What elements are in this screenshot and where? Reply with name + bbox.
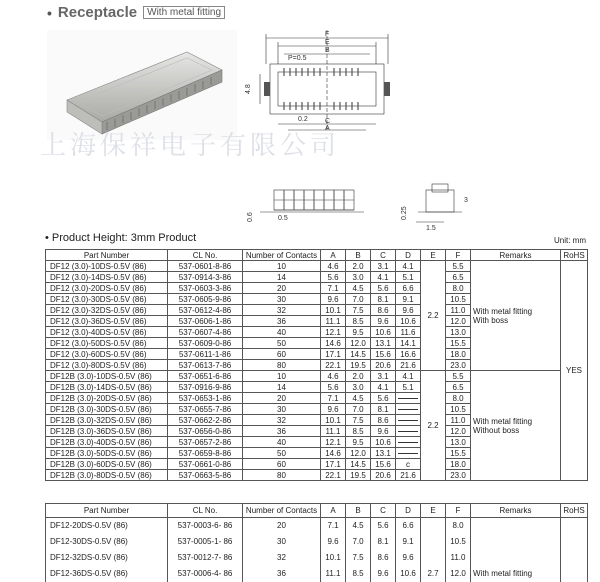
side-view-drawing	[244, 178, 374, 230]
part-number-cell: DF12-20DS-0.5V (86)	[46, 518, 168, 535]
remark-line: With metal fitting	[473, 416, 533, 426]
cl-number-cell: 537-0601-8-86	[168, 261, 243, 272]
end-view-drawing	[396, 176, 476, 232]
dim-f-cell: 5.5	[446, 371, 471, 382]
dim-f-cell: 5.5	[446, 261, 471, 272]
dim-a-cell: 9.6	[321, 294, 346, 305]
part-number-cell: DF12 (3.0)-10DS-0.5V (86)	[46, 261, 168, 272]
dim-b-cell: 3.0	[346, 382, 371, 393]
dim-d-cell	[396, 448, 421, 459]
section-header	[47, 4, 225, 21]
part-number-cell: DF12 (3.0)-80DS-0.5V (86)	[46, 360, 168, 371]
cl-number-cell: 537-0663-5-86	[168, 470, 243, 481]
dim-f-cell: 13.0	[446, 437, 471, 448]
dim-b-cell: 4.5	[346, 393, 371, 404]
dim-c-cell: 8.1	[371, 294, 396, 305]
dim-d-cell: 11.6	[396, 327, 421, 338]
contacts-cell: 30	[243, 534, 321, 550]
dim-c-cell: 5.6	[371, 518, 396, 535]
remark-line: With boss	[473, 315, 509, 325]
dim-0.2: 0.2	[298, 116, 308, 123]
dim-a-cell: 5.6	[321, 272, 346, 283]
dim-d-cell: 14.1	[396, 338, 421, 349]
contacts-cell: 32	[243, 305, 321, 316]
dim-a-cell: 5.6	[321, 382, 346, 393]
dim-d-cell: 21.6	[396, 360, 421, 371]
part-number-cell: DF12B (3.0)-32DS-0.5V (86)	[46, 415, 168, 426]
dim-a-cell: 11.1	[321, 316, 346, 327]
column-header: Remarks	[471, 504, 561, 518]
dim-a-cell: 7.1	[321, 283, 346, 294]
dim-c-cell: 8.6	[371, 415, 396, 426]
dim-d-cell	[396, 426, 421, 437]
contacts-cell: 80	[243, 470, 321, 481]
contacts-cell: 30	[243, 294, 321, 305]
part-number-cell: DF12 (3.0)-20DS-0.5V (86)	[46, 283, 168, 294]
dim-f-cell: 23.0	[446, 360, 471, 371]
table-row	[46, 534, 588, 550]
dim-f-cell: 6.5	[446, 272, 471, 283]
remark-line: With metal fitting	[473, 306, 533, 316]
dim-a-cell: 14.6	[321, 448, 346, 459]
dim-c-cell: 20.6	[371, 470, 396, 481]
dim-d-cell: 4.1	[396, 261, 421, 272]
dim-b-cell: 14.5	[346, 459, 371, 470]
part-number-cell: DF12 (3.0)-40DS-0.5V (86)	[46, 327, 168, 338]
dash	[398, 409, 418, 410]
part-number-cell: DF12 (3.0)-32DS-0.5V (86)	[46, 305, 168, 316]
column-header: E	[421, 250, 446, 261]
part-number-cell: DF12B (3.0)-80DS-0.5V (86)	[46, 470, 168, 481]
dim-F: F	[325, 31, 330, 38]
dim-b-cell: 8.5	[346, 316, 371, 327]
dim-0.5: 0.5	[278, 215, 288, 222]
dim-f-cell: 10.5	[446, 534, 471, 550]
cl-number-cell: 537-0655-7-86	[168, 404, 243, 415]
column-header: E	[421, 504, 446, 518]
dim-f-cell: 8.0	[446, 518, 471, 535]
dim-b-cell: 12.0	[346, 338, 371, 349]
table-row	[46, 371, 588, 382]
dim-b-cell: 2.0	[346, 371, 371, 382]
dim-b-cell: 14.5	[346, 349, 371, 360]
dim-f-cell: 18.0	[446, 349, 471, 360]
dim-c-cell: 4.1	[371, 382, 396, 393]
dim-f-cell: 6.5	[446, 382, 471, 393]
page-title: Receptacle	[57, 4, 138, 21]
dim-b-cell: 4.5	[346, 518, 371, 535]
dim-a-cell: 14.6	[321, 338, 346, 349]
part-number-cell: DF12 (3.0)-50DS-0.5V (86)	[46, 338, 168, 349]
dim-a-cell: 17.1	[321, 349, 346, 360]
cl-number-cell: 537-0657-2-86	[168, 437, 243, 448]
dim-b-cell: 7.0	[346, 294, 371, 305]
dim-a-cell: 10.1	[321, 550, 346, 566]
cl-number-cell: 537-0916-9-86	[168, 382, 243, 393]
dim-d-cell: 9.1	[396, 294, 421, 305]
dim-b-cell: 7.0	[346, 534, 371, 550]
dim-c-cell: 15.6	[371, 349, 396, 360]
part-number-cell: DF12B (3.0)-10DS-0.5V (86)	[46, 371, 168, 382]
cl-number-cell: 537-0612-4-86	[168, 305, 243, 316]
contacts-cell: 40	[243, 437, 321, 448]
dim-d-cell: c	[396, 459, 421, 470]
dim-a-cell: 17.1	[321, 459, 346, 470]
dim-c-cell: 8.1	[371, 534, 396, 550]
dim-b-cell: 3.0	[346, 272, 371, 283]
dim-f-cell: 8.0	[446, 283, 471, 294]
dim-d-cell: 10.6	[396, 316, 421, 327]
dim-c-cell: 5.6	[371, 393, 396, 404]
dim-b-cell: 9.5	[346, 327, 371, 338]
cl-number-cell: 537-0005-1- 86	[168, 534, 243, 550]
cl-number-cell: 537-0609-0-86	[168, 338, 243, 349]
contacts-cell: 20	[243, 393, 321, 404]
rohs-cell	[561, 566, 588, 582]
part-number-cell: DF12-32DS-0.5V (86)	[46, 550, 168, 566]
dim-f-cell: 15.5	[446, 448, 471, 459]
top-view-drawing	[238, 24, 418, 134]
contacts-cell: 14	[243, 272, 321, 283]
dim-A: A	[325, 125, 330, 132]
dim-b-cell: 7.5	[346, 305, 371, 316]
dim-e-cell	[421, 550, 446, 566]
contacts-cell: 10	[243, 371, 321, 382]
dim-b-cell: 7.0	[346, 404, 371, 415]
dim-a-cell: 10.1	[321, 305, 346, 316]
column-header: D	[396, 504, 421, 518]
dim-b-cell: 2.0	[346, 261, 371, 272]
remarks-cell	[471, 518, 561, 535]
bullet: •	[45, 232, 49, 244]
dim-C: C	[325, 118, 331, 125]
dim-f-cell: 15.5	[446, 338, 471, 349]
column-header: Part Number	[46, 504, 168, 518]
cl-number-cell: 537-0003-6- 86	[168, 518, 243, 535]
part-number-cell: DF12B (3.0)-40DS-0.5V (86)	[46, 437, 168, 448]
dim-c-cell: 20.6	[371, 360, 396, 371]
dim-c-cell: 13.1	[371, 338, 396, 349]
column-header: B	[346, 504, 371, 518]
dim-f-cell: 10.5	[446, 294, 471, 305]
dim-a-cell: 22.1	[321, 470, 346, 481]
dash	[398, 398, 418, 399]
column-header: C	[371, 250, 396, 261]
dim-b-cell: 8.5	[346, 426, 371, 437]
column-header: CL No.	[168, 250, 243, 261]
dim-c-cell: 13.1	[371, 448, 396, 459]
table-header	[46, 250, 588, 261]
cl-number-cell: 537-0603-3-86	[168, 283, 243, 294]
watermark: 上海保祥电子有限公司	[40, 131, 341, 161]
part-number-cell: DF12B (3.0)-20DS-0.5V (86)	[46, 393, 168, 404]
part-number-cell: DF12 (3.0)-30DS-0.5V (86)	[46, 294, 168, 305]
unit-label: Unit: mm	[554, 236, 586, 245]
dim-b-cell: 12.0	[346, 448, 371, 459]
column-header: A	[321, 250, 346, 261]
dim-f-cell: 12.0	[446, 316, 471, 327]
dim-c-cell: 8.6	[371, 550, 396, 566]
part-number-cell: DF12 (3.0)-60DS-0.5V (86)	[46, 349, 168, 360]
dim-d-cell: 5.1	[396, 272, 421, 283]
dim-f-cell: 18.0	[446, 459, 471, 470]
dim-d-cell	[396, 393, 421, 404]
cl-number-cell: 537-0605-9-86	[168, 294, 243, 305]
dim-d-cell: 9.6	[396, 550, 421, 566]
product-height-title	[45, 232, 196, 244]
contacts-cell: 30	[243, 404, 321, 415]
dim-b-cell: 7.5	[346, 415, 371, 426]
dim-c-cell: 8.1	[371, 404, 396, 415]
rohs-cell	[561, 550, 588, 566]
cl-number-cell: 537-0012-7- 86	[168, 550, 243, 566]
contacts-cell: 50	[243, 338, 321, 349]
cl-number-cell: 537-0606-1-86	[168, 316, 243, 327]
column-header: Remarks	[471, 250, 561, 261]
cl-number-cell: 537-0613-7-86	[168, 360, 243, 371]
dim-c-cell: 4.1	[371, 272, 396, 283]
remarks-cell	[471, 261, 561, 371]
dash	[398, 431, 418, 432]
cl-number-cell: 537-0006-4- 86	[168, 566, 243, 582]
dim-d-cell: 4.1	[396, 371, 421, 382]
subtitle-badge: With metal fitting	[143, 6, 225, 19]
dim-d-cell	[396, 404, 421, 415]
remarks-cell	[471, 534, 561, 550]
dim-c-cell: 8.6	[371, 305, 396, 316]
dim-a-cell: 12.1	[321, 327, 346, 338]
dim-b-cell: 4.5	[346, 283, 371, 294]
dim-d-cell: 9.1	[396, 534, 421, 550]
dim-c-cell: 9.6	[371, 566, 396, 582]
dim-a-cell: 10.1	[321, 415, 346, 426]
contacts-cell: 20	[243, 518, 321, 535]
column-header: F	[446, 250, 471, 261]
dim-d-cell: 16.6	[396, 349, 421, 360]
cl-number-cell: 537-0611-1-86	[168, 349, 243, 360]
dim-d-cell: 5.1	[396, 382, 421, 393]
dim-0.25: 0.25	[401, 206, 408, 220]
contacts-cell: 10	[243, 261, 321, 272]
dim-c-cell: 3.1	[371, 261, 396, 272]
dim-e-cell: 2.2	[421, 261, 446, 371]
dim-f-cell: 12.0	[446, 426, 471, 437]
column-header: CL No.	[168, 504, 243, 518]
column-header: B	[346, 250, 371, 261]
spec-table	[45, 249, 588, 481]
dim-d-cell: 9.6	[396, 305, 421, 316]
dim-d-cell: 21.6	[396, 470, 421, 481]
table-row	[46, 550, 588, 566]
dim-c-cell: 15.6	[371, 459, 396, 470]
part-number-cell: DF12B (3.0)-30DS-0.5V (86)	[46, 404, 168, 415]
dim-d-cell	[396, 415, 421, 426]
column-header: A	[321, 504, 346, 518]
table2-header	[46, 504, 588, 518]
dim-d-cell: 6.6	[396, 283, 421, 294]
dim-a-cell: 12.1	[321, 437, 346, 448]
table-row	[46, 261, 588, 272]
column-header: RoHS	[561, 504, 588, 518]
remark-line: Without boss	[473, 425, 520, 435]
dim-f-cell: 11.0	[446, 550, 471, 566]
dim-1.5: 1.5	[426, 225, 436, 232]
dim-c-cell: 9.6	[371, 316, 396, 327]
dim-b-cell: 19.5	[346, 470, 371, 481]
contacts-cell: 60	[243, 459, 321, 470]
contacts-cell: 20	[243, 283, 321, 294]
contacts-cell: 36	[243, 426, 321, 437]
part-number-cell: DF12B (3.0)-50DS-0.5V (86)	[46, 448, 168, 459]
connector-photo	[47, 30, 237, 140]
contacts-cell: 40	[243, 327, 321, 338]
dim-f-cell: 23.0	[446, 470, 471, 481]
dim-a-cell: 22.1	[321, 360, 346, 371]
column-header: Part Number	[46, 250, 168, 261]
contacts-cell: 36	[243, 316, 321, 327]
dash	[398, 442, 418, 443]
section-title: Product Height: 3mm Product	[51, 232, 197, 244]
table-row	[46, 566, 588, 582]
dim-f-cell: 12.0	[446, 566, 471, 582]
cl-number-cell: 537-0661-0-86	[168, 459, 243, 470]
dim-E: E	[325, 39, 330, 46]
contacts-cell: 14	[243, 382, 321, 393]
dim-c-cell: 10.6	[371, 327, 396, 338]
remarks-cell: With metal fitting	[471, 566, 561, 582]
cl-number-cell: 537-0651-6-86	[168, 371, 243, 382]
remarks-cell	[471, 550, 561, 566]
contacts-cell: 36	[243, 566, 321, 582]
dim-c-cell: 5.6	[371, 283, 396, 294]
column-header: Number of Contacts	[243, 504, 321, 518]
dim-d-cell	[396, 437, 421, 448]
dim-a-cell: 4.6	[321, 371, 346, 382]
dash	[398, 453, 418, 454]
cl-number-cell: 537-0656-0-86	[168, 426, 243, 437]
contacts-cell: 32	[243, 550, 321, 566]
dim-0.6: 0.6	[247, 212, 254, 222]
contacts-cell: 80	[243, 360, 321, 371]
dim-b-cell: 8.5	[346, 566, 371, 582]
bullet: •	[47, 4, 52, 21]
dim-a-cell: 11.1	[321, 566, 346, 582]
part-number-cell: DF12-30DS-0.5V (86)	[46, 534, 168, 550]
dim-f-cell: 8.0	[446, 393, 471, 404]
dim-f-cell: 10.5	[446, 404, 471, 415]
dim-d-cell: 6.6	[396, 518, 421, 535]
dim-a-cell: 11.1	[321, 426, 346, 437]
rohs-cell: YES	[561, 261, 588, 481]
contacts-cell: 60	[243, 349, 321, 360]
column-header: D	[396, 250, 421, 261]
dim-e-cell	[421, 518, 446, 535]
rohs-cell	[561, 534, 588, 550]
part-number-cell: DF12-36DS-0.5V (86)	[46, 566, 168, 582]
dim-c-cell: 3.1	[371, 371, 396, 382]
part-number-cell: DF12B (3.0)-60DS-0.5V (86)	[46, 459, 168, 470]
part-number-cell: DF12 (3.0)-14DS-0.5V (86)	[46, 272, 168, 283]
part-number-cell: DF12 (3.0)-36DS-0.5V (86)	[46, 316, 168, 327]
dim-a-cell: 9.6	[321, 534, 346, 550]
dim-d-cell: 10.6	[396, 566, 421, 582]
column-header: RoHS	[561, 250, 588, 261]
column-header: C	[371, 504, 396, 518]
remarks-cell	[471, 371, 561, 481]
dim-a-cell: 9.6	[321, 404, 346, 415]
dim-a-cell: 7.1	[321, 393, 346, 404]
rohs-cell	[561, 518, 588, 535]
dim-b-cell: 7.5	[346, 550, 371, 566]
dim-e-cell: 2.2	[421, 371, 446, 481]
dim-f-cell: 11.0	[446, 415, 471, 426]
cl-number-cell: 537-0607-4-86	[168, 327, 243, 338]
dash	[398, 420, 418, 421]
dim-c-cell: 9.6	[371, 426, 396, 437]
dim-c-cell: 10.6	[371, 437, 396, 448]
contacts-cell: 50	[243, 448, 321, 459]
dim-3: 3	[464, 197, 468, 204]
dim-b-cell: 19.5	[346, 360, 371, 371]
part-number-cell: DF12B (3.0)-36DS-0.5V (86)	[46, 426, 168, 437]
dim-4.8: 4.8	[245, 84, 252, 94]
dim-f-cell: 13.0	[446, 327, 471, 338]
cl-number-cell: 537-0914-3-86	[168, 272, 243, 283]
cl-number-cell: 537-0662-2-86	[168, 415, 243, 426]
dim-f-cell: 11.0	[446, 305, 471, 316]
dim-e-cell	[421, 534, 446, 550]
dim-P: P=0.5	[288, 55, 307, 62]
dim-b-cell: 9.5	[346, 437, 371, 448]
dim-e-cell: 2.7	[421, 566, 446, 582]
column-header: Number of Contacts	[243, 250, 321, 261]
dim-a-cell: 7.1	[321, 518, 346, 535]
dim-B: B	[325, 47, 330, 54]
spec-table-2	[45, 503, 588, 582]
cl-number-cell: 537-0659-8-86	[168, 448, 243, 459]
column-header: F	[446, 504, 471, 518]
contacts-cell: 32	[243, 415, 321, 426]
table-row	[46, 518, 588, 535]
cl-number-cell: 537-0653-1-86	[168, 393, 243, 404]
dim-a-cell: 4.6	[321, 261, 346, 272]
part-number-cell: DF12B (3.0)-14DS-0.5V (86)	[46, 382, 168, 393]
